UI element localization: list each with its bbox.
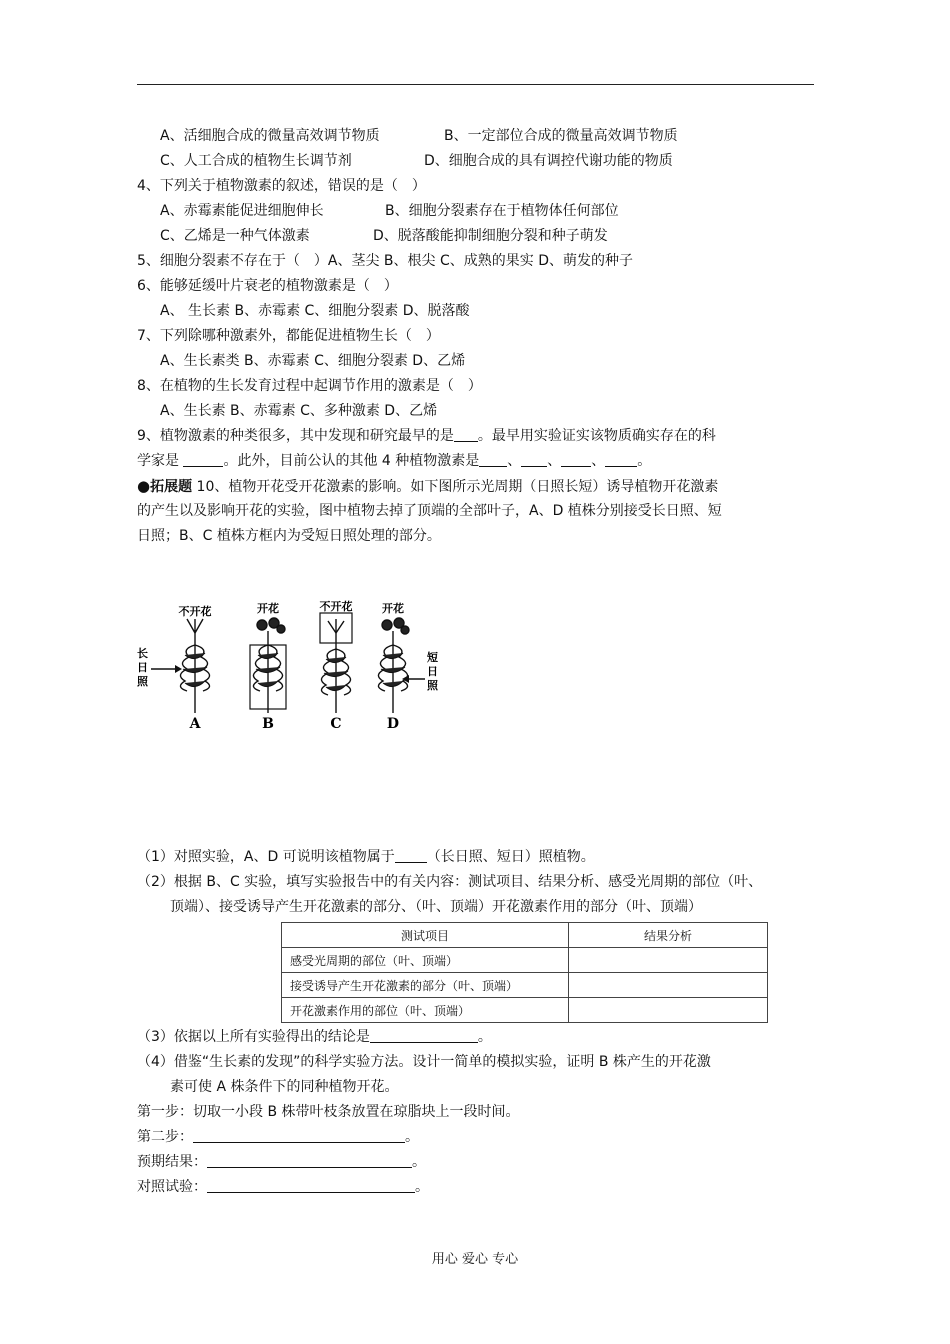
flower-label-a: 不开花 xyxy=(178,605,212,618)
q9-line1: 9、植物激素的种类很多，其中发现和研究最早的是 。最早用实验证实该物质确实存在的科 xyxy=(137,428,716,444)
q9-blank-hormone-1[interactable] xyxy=(479,452,507,467)
sub4-line1: （4）借鉴“生长素的发现”的科学实验方法。设计一简单的模拟实验，证明 B 株产生的开花激 xyxy=(137,1054,711,1070)
table-header-item: 测试项目 xyxy=(282,923,569,948)
q10-line3: 日照；B、C 植株方框内为受短日照处理的部分。 xyxy=(137,528,441,544)
plant-label-b: B xyxy=(262,716,274,732)
q4-option-c: C、乙烯是一种气体激素 xyxy=(160,228,310,244)
report-table xyxy=(281,922,768,1023)
table-row xyxy=(282,973,768,998)
q4-stem: 4、下列关于植物激素的叙述，错误的是（ ） xyxy=(137,178,426,194)
flower-labels xyxy=(179,599,405,618)
q9-blank-hormone-4[interactable] xyxy=(605,452,637,467)
q4-option-a: A、赤霉素能促进细胞伸长 xyxy=(160,203,324,219)
q4-option-d: D、脱落酸能抑制细胞分裂和种子萌发 xyxy=(373,228,608,244)
sub1: （1）对照实验，A、D 可说明该植物属于 （长日照、短日）照植物。 xyxy=(137,849,595,865)
q7-options: A、生长素类 B、赤霉素 C、细胞分裂素 D、乙烯 xyxy=(160,353,466,369)
table-header-result: 结果分析 xyxy=(569,923,768,948)
q9-blank-hormone-2[interactable] xyxy=(521,452,547,467)
table-row xyxy=(282,998,768,1023)
q10-line1: ●拓展题 10、植物开花受开花激素的影响。如下图所示光周期（日照长短）诱导植物开花激素 xyxy=(137,477,719,495)
extension-tag: 拓展题 xyxy=(150,479,193,495)
flower-label-b: 开花 xyxy=(257,602,279,615)
q9-blank-hormone-3[interactable] xyxy=(561,452,591,467)
svg-text:日: 日 xyxy=(427,665,438,678)
flower-label-c: 不开花 xyxy=(319,600,353,613)
q3-option-d: D、细胞合成的具有调控代谢功能的物质 xyxy=(424,153,673,169)
sub3: （3）依据以上所有实验得出的结论是 。 xyxy=(137,1029,492,1045)
flower-label-d: 开花 xyxy=(382,602,404,615)
table-cell-item: 接受诱导产生开花激素的部分（叶、顶端） xyxy=(282,973,569,998)
expected-result-blank[interactable] xyxy=(207,1153,412,1168)
q3-option-a: A、活细胞合成的微量高效调节物质 xyxy=(160,128,380,144)
q9-blank-earliest[interactable] xyxy=(454,427,478,442)
svg-text:长: 长 xyxy=(137,647,148,660)
control-experiment: 对照试验： 。 xyxy=(137,1179,429,1195)
step1: 第一步：切取一小段 B 株带叶枝条放置在琼脂块上一段时间。 xyxy=(137,1104,520,1120)
table-cell-answer[interactable] xyxy=(569,973,768,998)
step2: 第二步： 。 xyxy=(137,1129,419,1145)
svg-text:照: 照 xyxy=(137,675,148,688)
step2-blank[interactable] xyxy=(193,1128,405,1143)
q5-stem: 5、细胞分裂素不存在于（ ）A、茎尖 B、根尖 C、成熟的果实 D、萌发的种子 xyxy=(137,253,633,269)
plant-c xyxy=(320,613,352,713)
plant-label-d: D xyxy=(386,716,400,732)
q6-stem: 6、能够延缓叶片衰老的植物激素是（ ） xyxy=(137,278,398,294)
plant-label-c: C xyxy=(330,716,342,732)
sub2-line1: （2）根据 B、C 实验，填写实验报告中的有关内容：测试项目、结果分析、感受光周期的部位（叶、 xyxy=(137,874,763,890)
table-cell-item: 感受光周期的部位（叶、顶端） xyxy=(282,948,569,973)
plant-b xyxy=(250,618,286,713)
table-row xyxy=(282,948,768,973)
q8-stem: 8、在植物的生长发育过程中起调节作用的激素是（ ） xyxy=(137,378,482,394)
q7-stem: 7、下列除哪种激素外，都能促进植物生长（ ） xyxy=(137,328,440,344)
q9-line2: 学家是 。此外，目前公认的其他 4 种植物激素是 、 、 、 。 xyxy=(137,453,652,469)
table-cell-item: 开花激素作用的部位（叶、顶端） xyxy=(282,998,569,1023)
plant-label-a: A xyxy=(189,716,201,732)
plant-a xyxy=(180,619,209,713)
page-footer: 用心 爱心 专心 xyxy=(431,1252,519,1267)
header-rule xyxy=(137,84,814,85)
sub1-blank[interactable] xyxy=(395,848,427,863)
svg-text:日: 日 xyxy=(137,661,148,674)
q8-options: A、生长素 B、赤霉素 C、多种激素 D、乙烯 xyxy=(160,403,438,419)
q10-line2: 的产生以及影响开花的实验，图中植物去掉了顶端的全部叶子，A、D 植株分别接受长日照、短 xyxy=(137,503,722,519)
q3-option-c: C、人工合成的植物生长调节剂 xyxy=(160,153,352,169)
q9-blank-scientist[interactable] xyxy=(183,452,223,467)
q4-option-b: B、细胞分裂素存在于植物体任何部位 xyxy=(385,203,619,219)
svg-text:照: 照 xyxy=(427,679,438,692)
table-header-row xyxy=(282,923,768,948)
table-cell-answer[interactable] xyxy=(569,998,768,1023)
q6-options: A、 生长素 B、赤霉素 C、细胞分裂素 D、脱落酸 xyxy=(160,303,470,319)
sub3-blank[interactable] xyxy=(370,1028,478,1043)
plant-d xyxy=(378,618,409,713)
table-cell-answer[interactable] xyxy=(569,948,768,973)
photoperiod-figure xyxy=(135,595,445,735)
plant-labels xyxy=(189,716,400,732)
sub4-line2: 素可使 A 株条件下的同种植物开花。 xyxy=(170,1079,399,1095)
control-experiment-blank[interactable] xyxy=(207,1178,415,1193)
sub2-line2: 顶端）、接受诱导产生开花激素的部分、（叶、顶端）开花激素作用的部分（叶、顶端） xyxy=(170,899,702,915)
long-day-indicator xyxy=(137,646,182,688)
svg-text:短: 短 xyxy=(427,651,438,664)
expected-result: 预期结果： 。 xyxy=(137,1154,426,1170)
q3-option-b: B、一定部位合成的微量高效调节物质 xyxy=(444,128,678,144)
